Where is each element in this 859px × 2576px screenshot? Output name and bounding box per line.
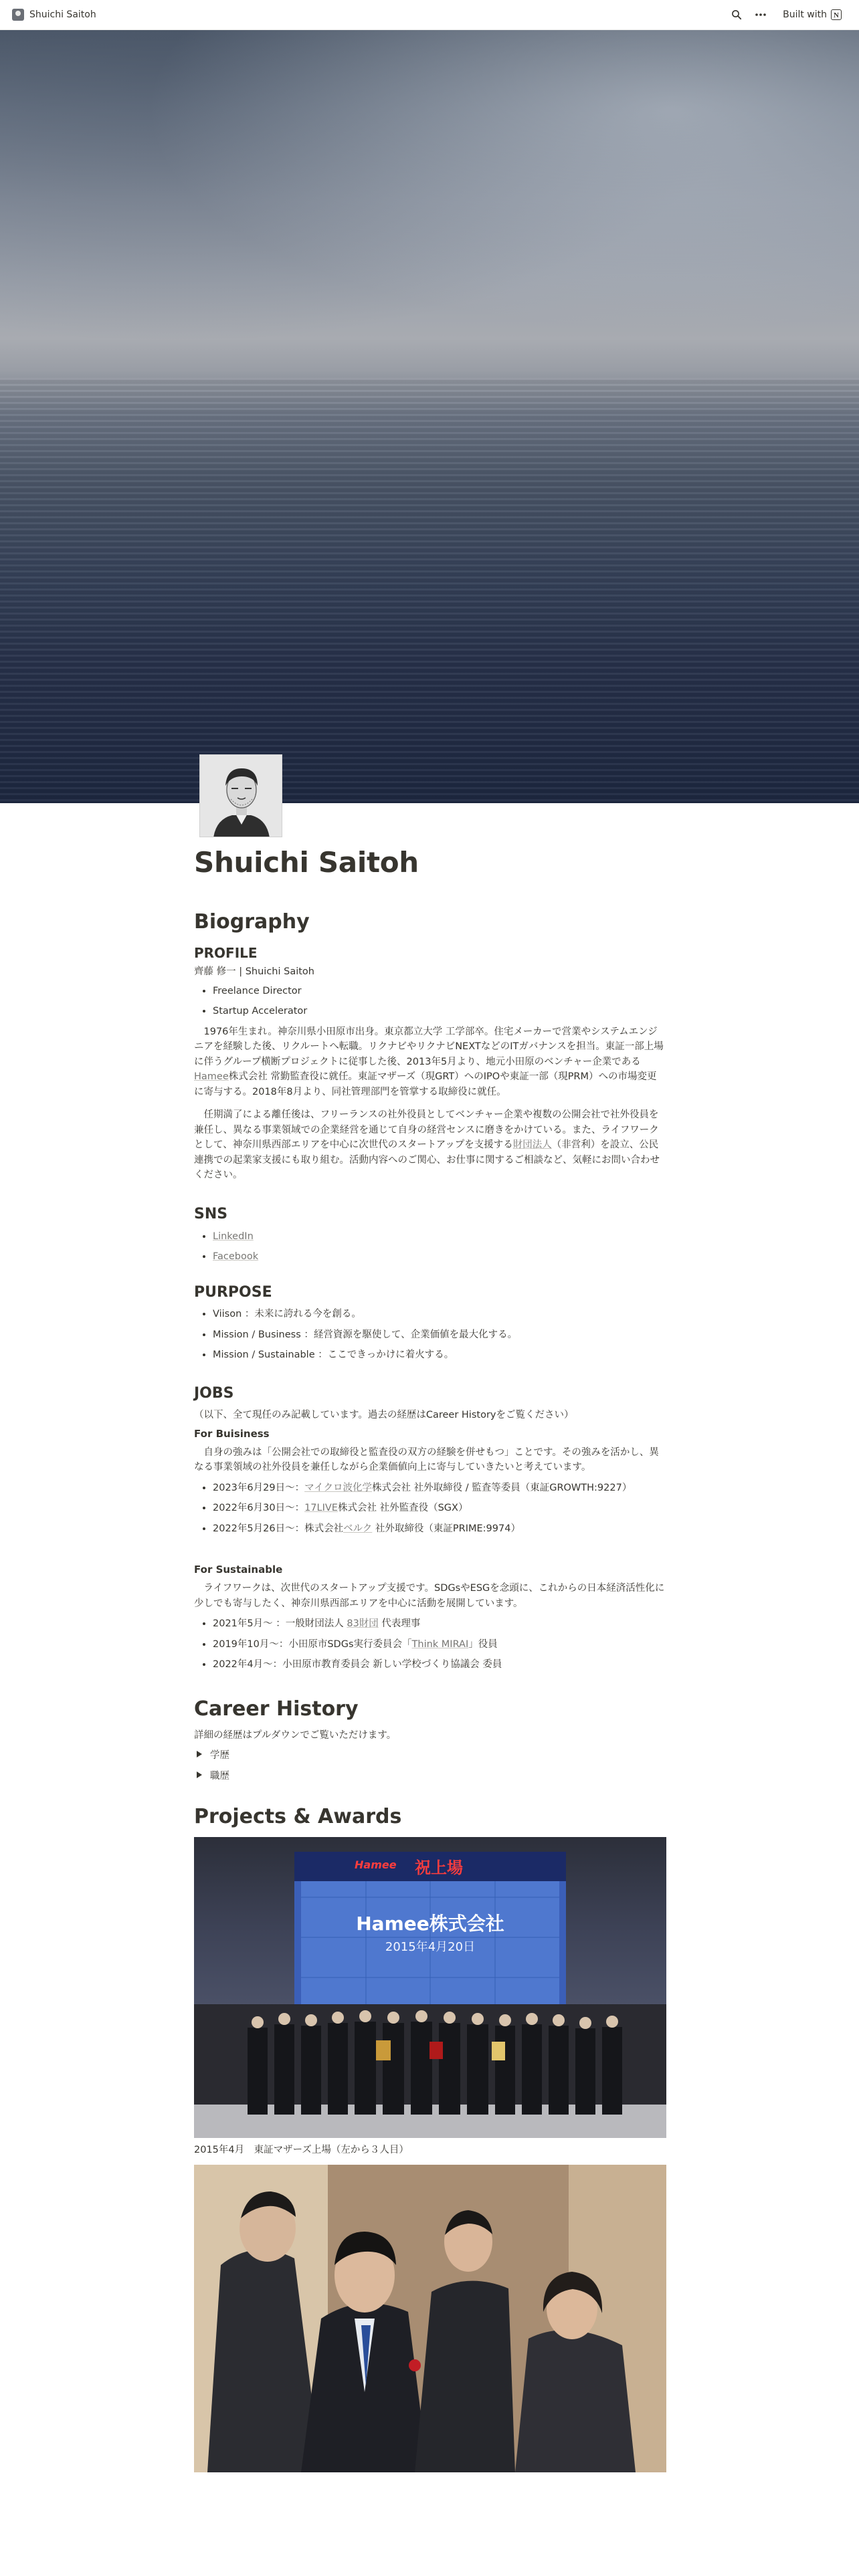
list-item bbox=[213, 1229, 666, 1244]
built-with-label: Built with bbox=[783, 9, 827, 20]
site-title-link[interactable] bbox=[12, 9, 96, 21]
sns-list bbox=[194, 1229, 666, 1265]
career-history-heading: Career History bbox=[194, 1697, 359, 1721]
ceremony-pin-photo bbox=[194, 2165, 666, 2472]
company-link[interactable]: マイクロ波化学 bbox=[304, 1482, 372, 1493]
org-link[interactable]: Think MIRAI bbox=[411, 1638, 469, 1650]
top-bar bbox=[0, 0, 859, 30]
list-item: • Startup Accelerator bbox=[213, 1004, 666, 1018]
toggle-label: 職歴 bbox=[210, 1770, 229, 1782]
listing-ceremony-photo bbox=[194, 1837, 666, 2138]
list-item: • Mission / Business ：経営資源を駆使して、企業価値を最大化する。 bbox=[213, 1327, 666, 1342]
linkedin-link[interactable]: LinkedIn bbox=[213, 1230, 254, 1242]
sustainable-paragraph: ライフワークは、次世代のスタートアップ支援です。SDGsやESGを念頭に、これからの日本経済活性化に少しでも寄与したく、神奈川県西部エリアを中心に活動を展開しています。 bbox=[194, 1583, 665, 1609]
cover-image bbox=[0, 30, 859, 803]
site-favicon-icon bbox=[12, 9, 24, 21]
for-sustainable-heading: For Sustainable bbox=[194, 1564, 283, 1576]
photo-sign-congrats: 祝上場 bbox=[415, 1859, 463, 1877]
photo-sign-brand: Hamee bbox=[355, 1858, 397, 1871]
page-content bbox=[194, 846, 666, 2472]
biography-paragraph-2: 任期満了による離任後は、フリーランスの社外役員としてベンチャー企業や複数の公開会社で社外役員を兼任し、異なる事業領域での企業経営を通じて自身の経営センスに磨きをかけている。また、ライフワークとして、神奈川県西部エリアを中心に次世代のスタートアップを支援する財団法人（非営利）を設立、公民連携での起業家支援にも取り組む。活動内容へのご関心、お仕事に関するご相談など、気軽にお問い合わせください。 bbox=[194, 1109, 660, 1181]
photo-sign-company: Hamee株式会社 bbox=[356, 1912, 504, 1935]
list-item: • 2022年5月26日〜：株式会社ベルク 社外取締役（東証PRIME:9974） bbox=[213, 1521, 666, 1536]
list-item: • 2022年4月〜：小田原市教育委員会 新しい学校づくり協議会 委員 bbox=[213, 1657, 666, 1672]
company-link[interactable]: ベルク bbox=[343, 1523, 373, 1534]
toggle-work-history[interactable] bbox=[194, 1768, 666, 1782]
list-item: • 2023年6月29日〜：マイクロ波化学株式会社 社外取締役 / 監査等委員（東証GROWTH:9227） bbox=[213, 1481, 666, 1495]
facebook-link[interactable]: Facebook bbox=[213, 1251, 259, 1263]
jobs-heading: JOBS bbox=[194, 1384, 234, 1402]
page-icon-avatar bbox=[199, 754, 282, 837]
sustainable-roles-list bbox=[194, 1616, 666, 1672]
list-item: • Mission / Sustainable ：ここできっかけに着火する。 bbox=[213, 1348, 666, 1362]
built-with-button[interactable] bbox=[777, 7, 847, 23]
list-item: • Freelance Director bbox=[213, 984, 666, 998]
list-item: • 2021年5月〜 ：一般財団法人 83財団 代表理事 bbox=[213, 1616, 666, 1631]
name-line: 齊藤 修一 | Shuichi Saitoh bbox=[194, 966, 314, 978]
purpose-list bbox=[194, 1307, 666, 1362]
photo-caption: 2015年4月 東証マザーズ上場（左から３人目） bbox=[194, 2144, 409, 2155]
cover-sea bbox=[0, 378, 859, 803]
page-title: Shuichi Saitoh bbox=[194, 846, 419, 879]
list-item: • 2019年10月〜：小田原市SDGs実行委員会「Think MIRAI」役員 bbox=[213, 1637, 666, 1652]
site-title: Shuichi Saitoh bbox=[29, 9, 96, 20]
business-paragraph: 自身の強みは「公開会社での取締役と監査役の双方の経験を併せもつ」ことです。その強みを活かし、異なる事業領域の社外役員を兼任しながら企業価値向上に寄与していきたいと考えています。 bbox=[194, 1446, 659, 1473]
roles-list bbox=[194, 984, 666, 1019]
toggle-education[interactable] bbox=[194, 1747, 666, 1761]
biography-paragraph-1: 1976年生まれ。神奈川県小田原市出身。東京都立大学 工学部卒。住宅メーカーで営業やシステムエンジニアを経験した後、リクルートへ転職。リクナビやリクナビNEXTなどのITガバナンスを担当。東証一部上場に伴うグループ横断プロジェクトに従事した後、2013年5月より、地元小田原のベンチャー企業であるHamee株式会社 常勤監査役に就任。東証マザーズ（現GRT）へのIPOや東証一部（現PRM）への市場変更に寄与する。2018年8月より、同社管理部門を管掌する取締役に就任。 bbox=[194, 1026, 664, 1097]
foundation-link[interactable]: 財団法人 bbox=[512, 1140, 552, 1151]
photo-sign-date: 2015年4月20日 bbox=[385, 1939, 476, 1954]
jobs-note: （以下、全て現任のみ記載しています。過去の経歴はCareer Historyをご覧ください） bbox=[194, 1410, 574, 1421]
search-icon[interactable] bbox=[729, 7, 744, 22]
org-link[interactable]: 83財団 bbox=[347, 1618, 379, 1630]
toggle-triangle-icon bbox=[197, 1772, 202, 1778]
hamee-link[interactable]: Hamee bbox=[194, 1071, 229, 1083]
projects-awards-heading: Projects & Awards bbox=[194, 1804, 402, 1828]
toggle-label: 学歴 bbox=[210, 1749, 229, 1761]
list-item: • Viison ：未来に誇れる今を創る。 bbox=[213, 1307, 666, 1321]
toggle-triangle-icon bbox=[197, 1751, 202, 1757]
business-roles-list bbox=[194, 1481, 666, 1536]
career-intro: 詳細の経歴はプルダウンでご覧いただけます。 bbox=[194, 1730, 397, 1741]
list-item: • 2022年6月30日〜：17LIVE株式会社 社外監査役（SGX） bbox=[213, 1501, 666, 1515]
notion-logo-icon: N bbox=[831, 9, 842, 20]
sns-heading: SNS bbox=[194, 1206, 228, 1223]
company-link[interactable]: 17LIVE bbox=[304, 1503, 338, 1514]
cover-sky bbox=[0, 30, 859, 391]
more-icon[interactable] bbox=[753, 7, 768, 22]
biography-heading: Biography bbox=[194, 910, 310, 934]
profile-heading: PROFILE bbox=[194, 945, 258, 962]
list-item bbox=[213, 1249, 666, 1264]
purpose-heading: PURPOSE bbox=[194, 1283, 272, 1301]
for-business-heading: For Buisiness bbox=[194, 1427, 270, 1440]
